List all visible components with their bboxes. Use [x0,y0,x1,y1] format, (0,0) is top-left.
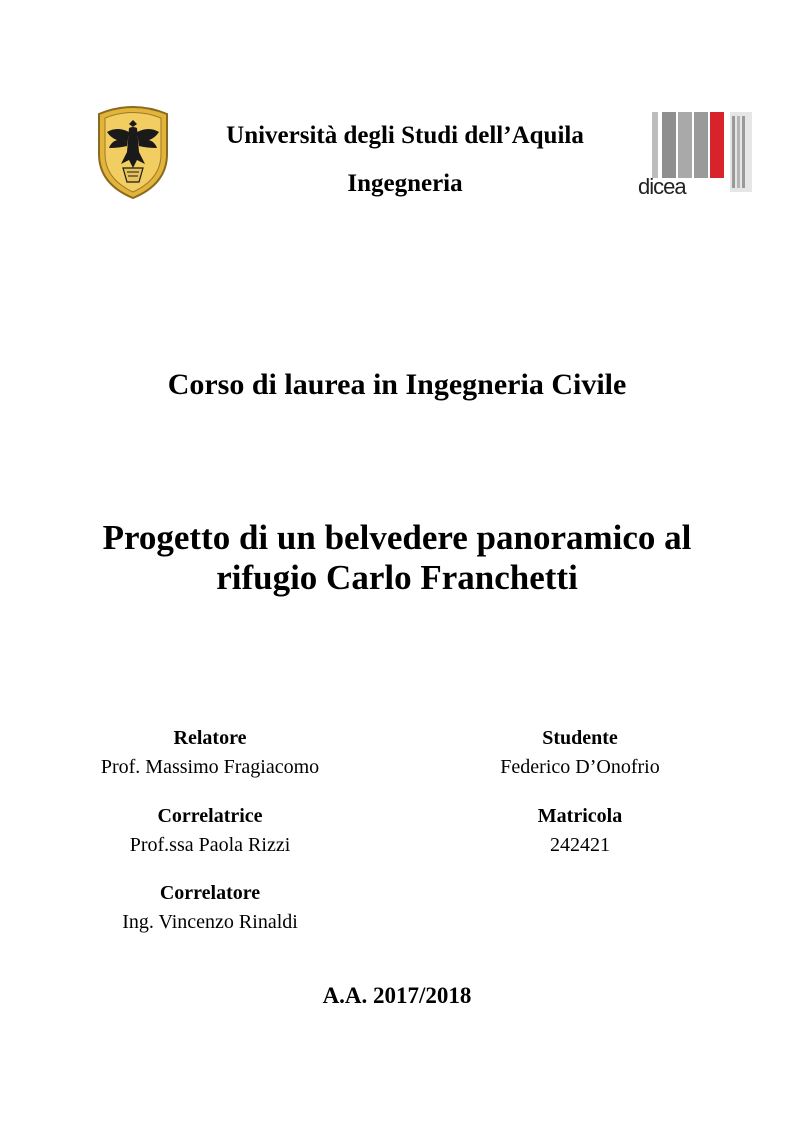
relatore-label: Relatore [173,727,247,749]
university-crest-logo [93,102,173,200]
thesis-title-line1: Progetto di un belvedere panoramico al [102,518,692,557]
relatore-name: Prof. Massimo Fragiacomo [100,756,320,778]
correlatore-name: Ing. Vincenzo Rinaldi [122,911,298,933]
matricola-label: Matricola [537,805,623,827]
dicea-logo-text: dicea [638,174,686,199]
university-name: Università degli Studi dell’Aquila [226,122,584,149]
studente-block [430,727,730,779]
relatore-block [60,727,360,779]
correlatore-label: Correlatore [159,882,261,904]
academic-year: A.A. 2017/2018 [322,983,472,1008]
correlatrice-block [60,805,360,857]
course-name: Corso di laurea in Ingegneria Civile [167,368,627,401]
correlatrice-label: Correlatrice [157,805,263,827]
matricola-value: 242421 [550,834,610,856]
correlatore-block [60,882,360,934]
faculty-name: Ingegneria [347,170,463,197]
dicea-logo [636,108,754,198]
matricola-block [430,805,730,857]
studente-label: Studente [542,727,618,749]
thesis-title-line2: rifugio Carlo Franchetti [216,558,578,597]
studente-name: Federico D’Onofrio [500,756,660,778]
correlatrice-name: Prof.ssa Paola Rizzi [129,834,291,856]
thesis-title [0,518,794,598]
